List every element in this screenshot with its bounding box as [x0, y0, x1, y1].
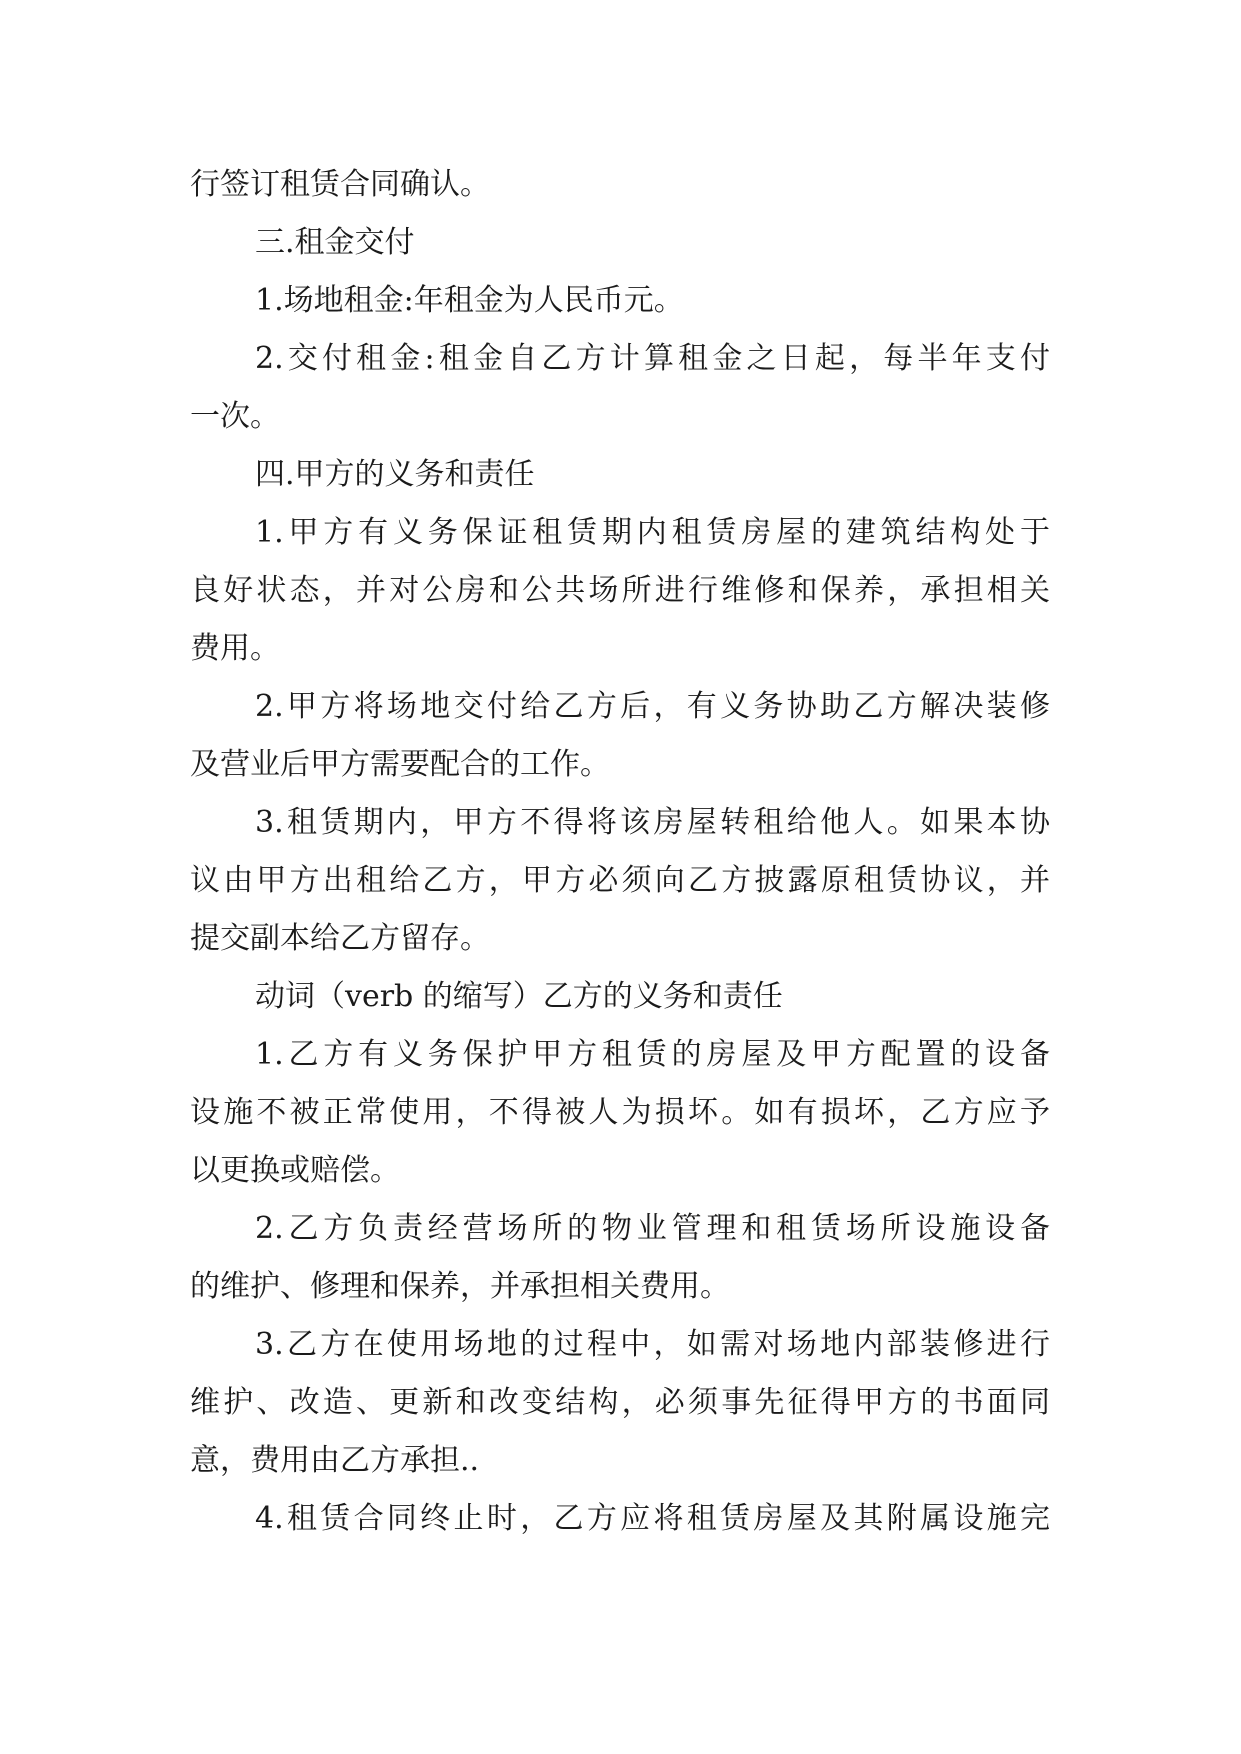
paragraph-line: 2.甲方将场地交付给乙方后，有义务协助乙方解决装修 [255, 689, 1050, 724]
paragraph-line: 维护、改造、更新和改变结构，必须事先征得甲方的书面同 [190, 1385, 1050, 1420]
paragraph-line: 以更换或赔偿。 [190, 1153, 400, 1188]
paragraph-line: 良好状态，并对公房和公共场所进行维修和保养，承担相关 [190, 573, 1050, 608]
paragraph-line: 的维护、修理和保养，并承担相关费用。 [190, 1269, 730, 1304]
paragraph-line: 2.交付租金:租金自乙方计算租金之日起，每半年支付 [255, 341, 1050, 376]
paragraph-line: 3.租赁期内，甲方不得将该房屋转租给他人。如果本协 [255, 805, 1050, 840]
paragraph-line: 意，费用由乙方承担.. [190, 1443, 480, 1478]
paragraph-line: 1.甲方有义务保证租赁期内租赁房屋的建筑结构处于 [255, 515, 1050, 550]
paragraph-line: 2.乙方负责经营场所的物业管理和租赁场所设施设备 [255, 1211, 1050, 1246]
paragraph-line: 提交副本给乙方留存。 [190, 921, 490, 956]
paragraph-line: 行签订租赁合同确认。 [190, 167, 490, 202]
paragraph-line: 设施不被正常使用，不得被人为损坏。如有损坏，乙方应予 [190, 1095, 1050, 1130]
paragraph-line: 4.租赁合同终止时，乙方应将租赁房屋及其附属设施完 [255, 1501, 1050, 1536]
section-heading: 动词（verb 的缩写）乙方的义务和责任 [255, 979, 783, 1014]
section-heading: 四.甲方的义务和责任 [255, 457, 535, 492]
paragraph-line: 及营业后甲方需要配合的工作。 [190, 747, 610, 782]
paragraph-line: 1.乙方有义务保护甲方租赁的房屋及甲方配置的设备 [255, 1037, 1050, 1072]
paragraph-line: 费用。 [190, 631, 280, 666]
paragraph-line: 一次。 [190, 399, 280, 434]
paragraph-line: 1.场地租金:年租金为人民币元。 [255, 283, 684, 318]
paragraph-line: 3.乙方在使用场地的过程中，如需对场地内部装修进行 [255, 1327, 1050, 1362]
paragraph-line: 议由甲方出租给乙方，甲方必须向乙方披露原租赁协议，并 [190, 863, 1050, 898]
section-heading: 三.租金交付 [255, 225, 415, 260]
